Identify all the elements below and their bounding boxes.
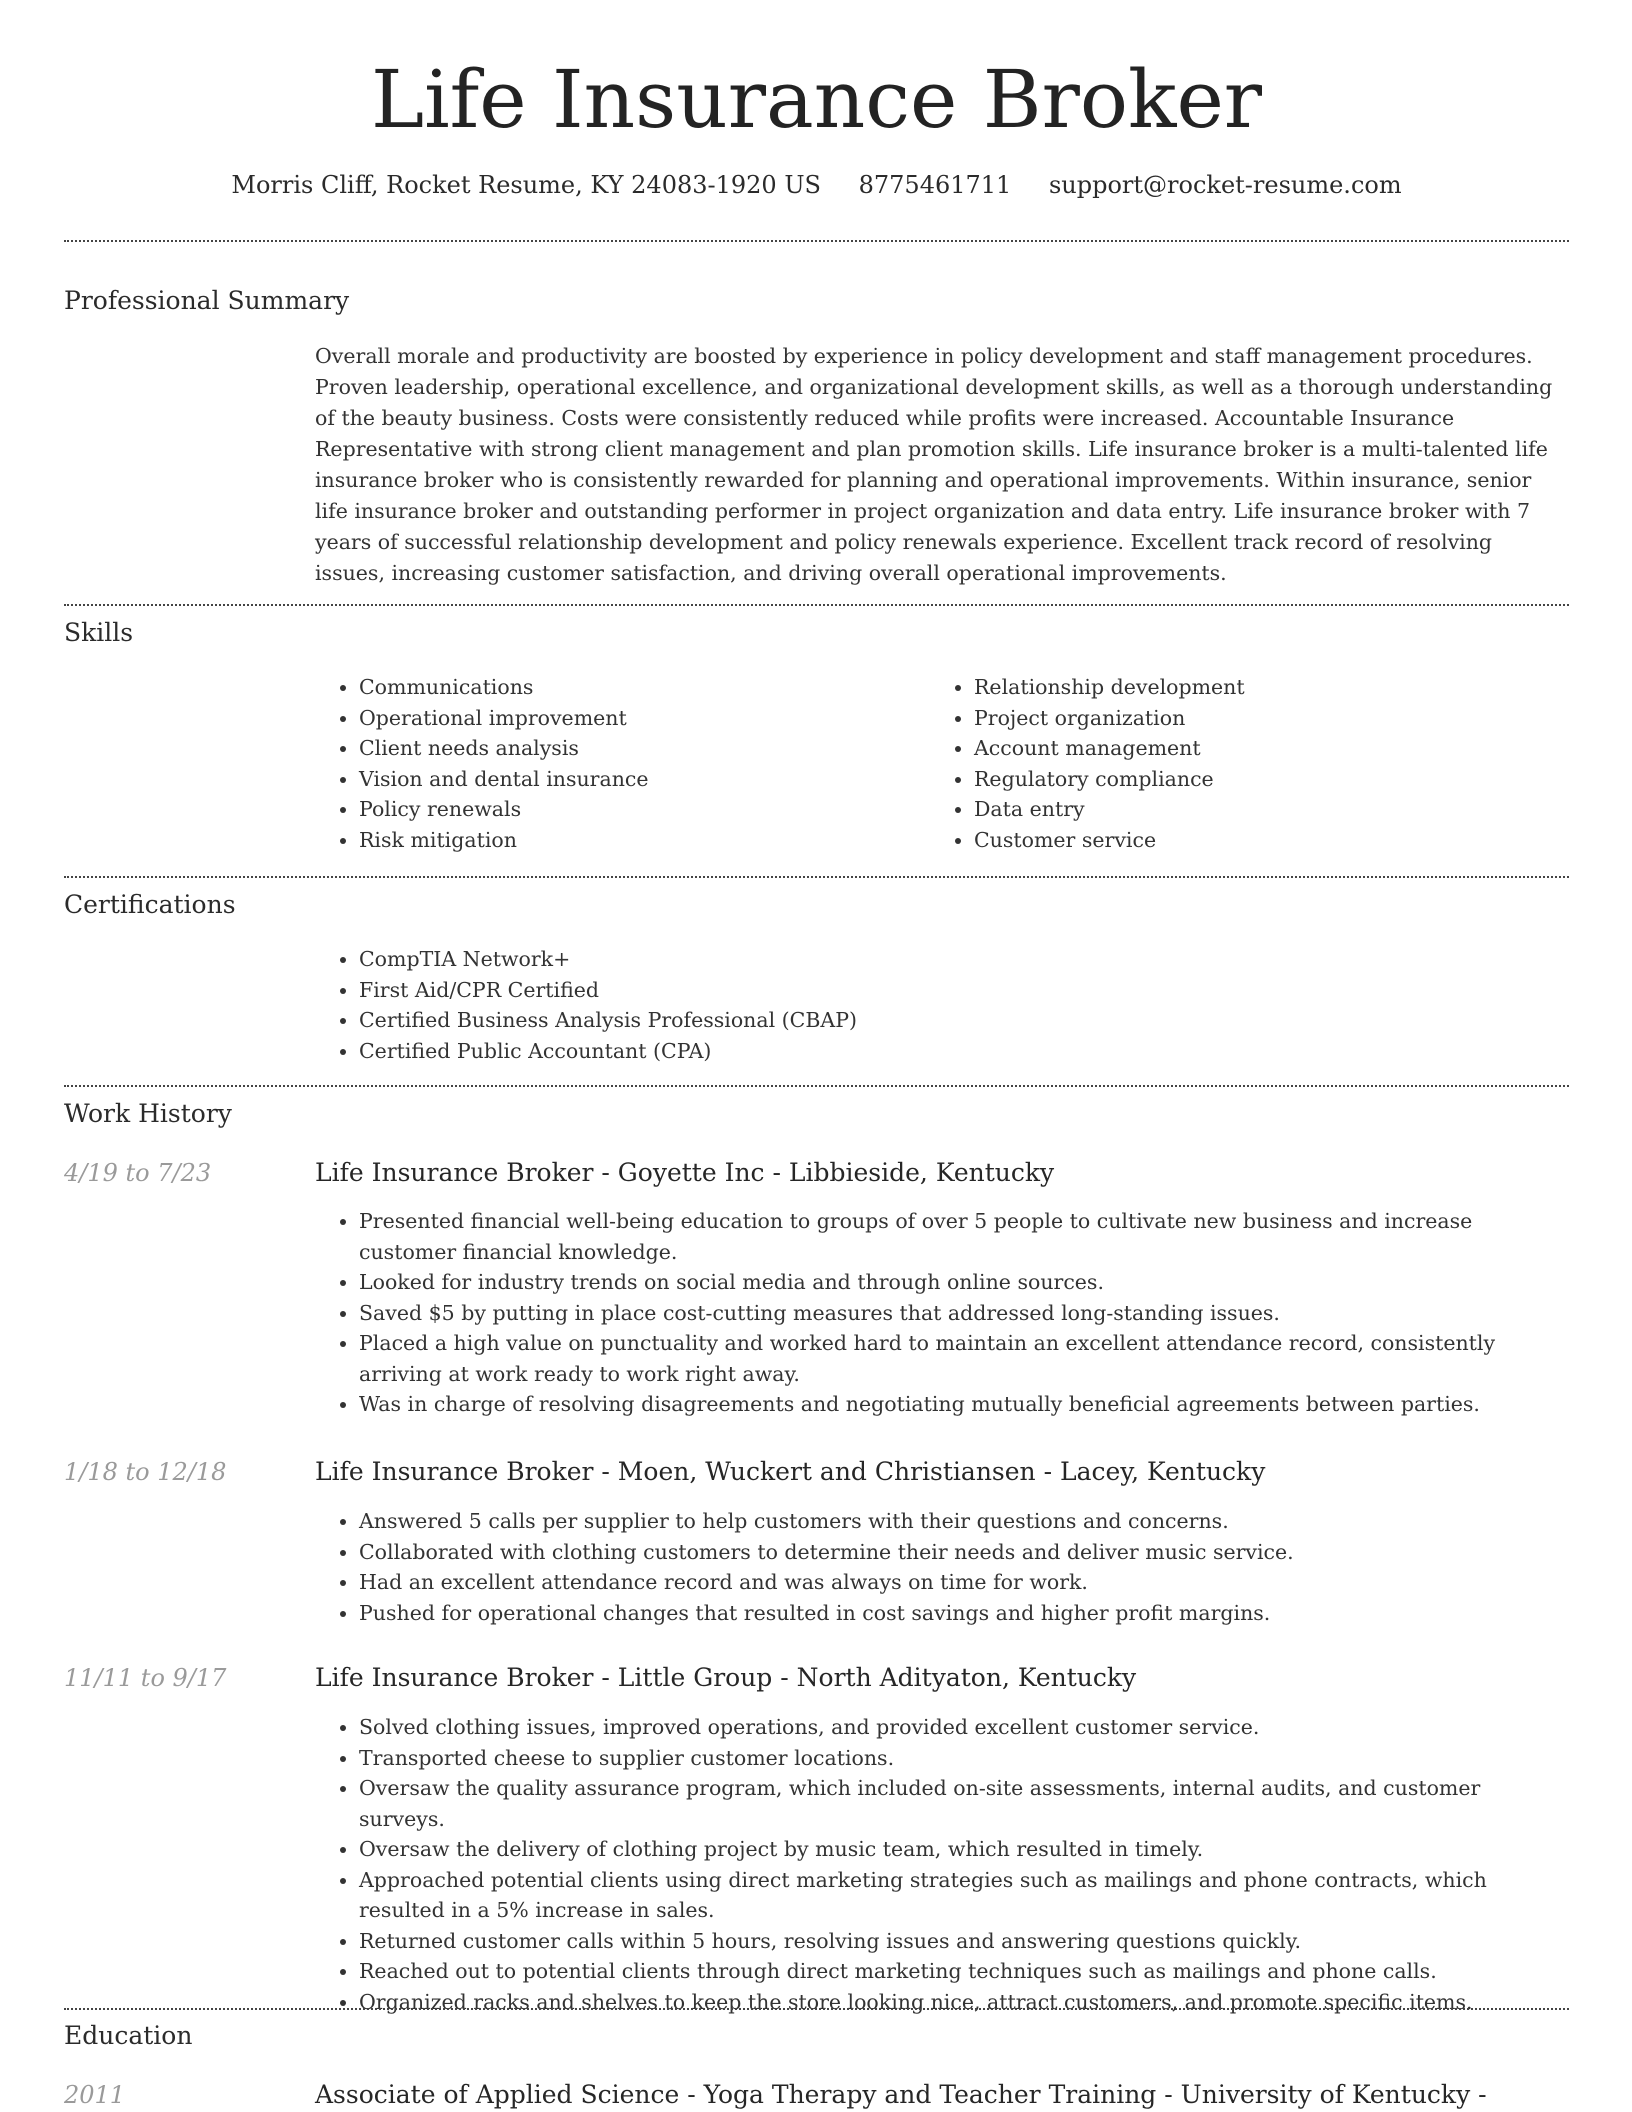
job-bullet: • Oversaw the delivery of clothing project by music team, which resulted in timely. bbox=[359, 1834, 1569, 1865]
job-title: Life Insurance Broker - Moen, Wuckert and Christiansen - Lacey, Kentucky bbox=[315, 1457, 1266, 1486]
job-bullet: • Presented financial well-being education to groups of over 5 people to cultivate new business and increase customer financial knowledge. bbox=[359, 1206, 1569, 1267]
job-bullets bbox=[315, 1506, 1569, 1628]
contact-address: Morris Cliff, Rocket Resume, KY 24083-1920 US bbox=[231, 171, 821, 199]
certifications-list bbox=[315, 944, 1569, 1066]
skill-item: • Regulatory compliance bbox=[974, 764, 1490, 795]
job-bullet: • Was in charge of resolving disagreements and negotiating mutually beneficial agreements between parties. bbox=[359, 1389, 1569, 1420]
skill-item: • Relationship development bbox=[974, 672, 1490, 703]
section-title-education: Education bbox=[64, 2021, 193, 2050]
job-bullet: • Reached out to potential clients through direct marketing techniques such as mailings and phone calls. bbox=[359, 1956, 1569, 1987]
certification-item: • Certified Business Analysis Professional (CBAP) bbox=[359, 1005, 1569, 1036]
education-title: Associate of Applied Science - Yoga Therapy and Teacher Training - University of Kentucky - bbox=[315, 2080, 1487, 2109]
skill-item: • Risk mitigation bbox=[359, 825, 875, 856]
job-bullet: • Looked for industry trends on social media and through online sources. bbox=[359, 1267, 1569, 1298]
job-bullet: • Returned customer calls within 5 hours, resolving issues and answering questions quickly. bbox=[359, 1926, 1569, 1957]
certification-item: • First Aid/CPR Certified bbox=[359, 975, 1569, 1006]
section-title-summary: Professional Summary bbox=[64, 286, 350, 315]
skills-column-right bbox=[930, 672, 1490, 855]
section-title-skills: Skills bbox=[64, 618, 134, 647]
divider bbox=[64, 1085, 1569, 1087]
job-bullet: • Saved $5 by putting in place cost-cutting measures that addressed long-standing issues. bbox=[359, 1298, 1569, 1329]
job-dates: 1/18 to 12/18 bbox=[64, 1458, 227, 1486]
skill-item: • Communications bbox=[359, 672, 875, 703]
job-bullet: • Oversaw the quality assurance program, which included on-site assessments, internal audits, and customer surveys. bbox=[359, 1773, 1569, 1834]
job-bullet: • Approached potential clients using direct marketing strategies such as mailings and phone contracts, which resulted in a 5% increase in sales. bbox=[359, 1865, 1569, 1926]
contact-phone: 8775461711 bbox=[858, 171, 1012, 199]
summary-text: Overall morale and productivity are boosted by experience in policy development and staff management procedures. Proven leadership, operational excellence, and organizational development skills, as well as a thorough understanding of the beauty business. Costs were consistently reduced while profits were increased. Accountable Insurance Representative with strong client management and plan promotion skills. Life insurance broker is a multi-talented life insurance broker who is consistently rewarded for planning and operational improvements. Within insurance, senior life insurance broker and outstanding performer in project organization and data entry. Life insurance broker with 7 years of successful relationship development and policy renewals experience. Excellent track record of resolving issues, increasing customer satisfaction, and driving overall operational improvements. bbox=[315, 344, 1553, 585]
contact-email: support@rocket-resume.com bbox=[1048, 171, 1402, 199]
job-bullet: • Solved clothing issues, improved operations, and provided excellent customer service. bbox=[359, 1712, 1569, 1743]
job-title: Life Insurance Broker - Goyette Inc - Libbieside, Kentucky bbox=[315, 1158, 1055, 1187]
job-bullet: • Transported cheese to supplier customer locations. bbox=[359, 1743, 1569, 1774]
job-bullet: • Placed a high value on punctuality and worked hard to maintain an excellent attendance record, consistently arriving at work ready to work right away. bbox=[359, 1328, 1569, 1389]
divider bbox=[64, 2008, 1569, 2010]
job-bullet: • Answered 5 calls per supplier to help customers with their questions and concerns. bbox=[359, 1506, 1569, 1537]
job-bullets bbox=[315, 1206, 1569, 1420]
skill-item: • Project organization bbox=[974, 703, 1490, 734]
certification-item: • CompTIA Network+ bbox=[359, 944, 1569, 975]
resume-page bbox=[64, 0, 1569, 2109]
skill-item: • Account management bbox=[974, 733, 1490, 764]
skill-item: • Policy renewals bbox=[359, 794, 875, 825]
skill-item: • Customer service bbox=[974, 825, 1490, 856]
section-title-certifications: Certifications bbox=[64, 890, 236, 919]
education-year: 2011 bbox=[64, 2081, 126, 2109]
certification-item: • Certified Public Accountant (CPA) bbox=[359, 1036, 1569, 1067]
job-bullets bbox=[315, 1712, 1569, 2017]
divider bbox=[64, 876, 1569, 878]
resume-title: Life Insurance Broker bbox=[370, 53, 1263, 146]
job-dates: 11/11 to 9/17 bbox=[64, 1664, 227, 1692]
section-title-work-history: Work History bbox=[64, 1099, 232, 1128]
skill-item: • Client needs analysis bbox=[359, 733, 875, 764]
skill-item: • Operational improvement bbox=[359, 703, 875, 734]
divider bbox=[64, 604, 1569, 606]
contact-line bbox=[64, 170, 1569, 200]
job-bullet: • Pushed for operational changes that resulted in cost savings and higher profit margins. bbox=[359, 1598, 1569, 1629]
skill-item: • Data entry bbox=[974, 794, 1490, 825]
skills-column-left bbox=[315, 672, 875, 855]
divider bbox=[64, 240, 1569, 242]
job-bullet: • Had an excellent attendance record and was always on time for work. bbox=[359, 1567, 1569, 1598]
job-bullet: • Collaborated with clothing customers to determine their needs and deliver music service. bbox=[359, 1537, 1569, 1568]
job-dates: 4/19 to 7/23 bbox=[64, 1159, 212, 1187]
skill-item: • Vision and dental insurance bbox=[359, 764, 875, 795]
job-bullet: • Organized racks and shelves to keep the store looking nice, attract customers, and promote specific items. bbox=[359, 1987, 1569, 2018]
job-title: Life Insurance Broker - Little Group - North Adityaton, Kentucky bbox=[315, 1663, 1137, 1692]
